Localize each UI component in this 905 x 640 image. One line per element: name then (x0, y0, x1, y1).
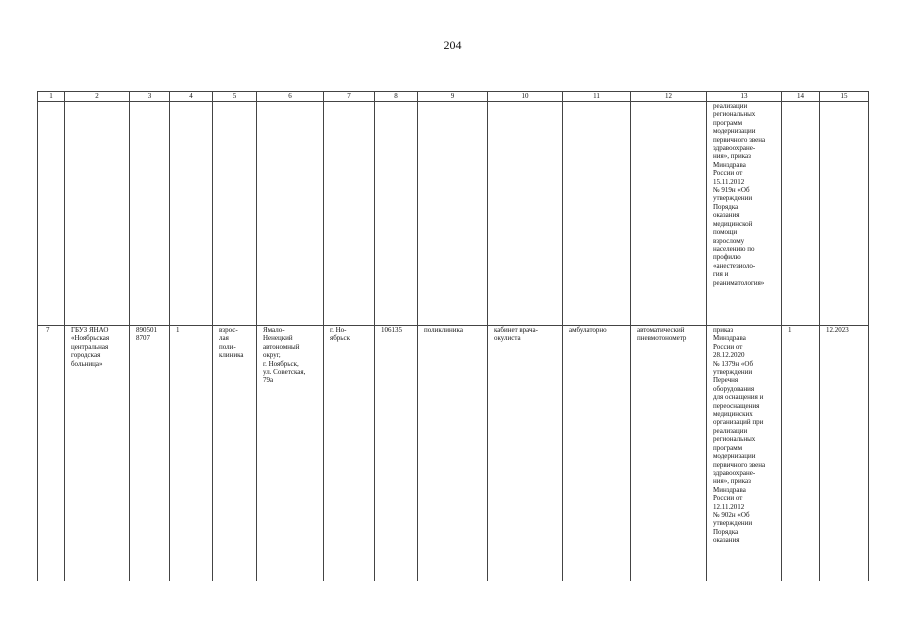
header-cell: 3 (130, 92, 170, 102)
header-cell: 10 (488, 92, 563, 102)
cabinet-cell: кабинет врача- окулиста (488, 326, 563, 581)
city-cell: г. Но- ябрьск (324, 326, 375, 581)
header-cell: 4 (170, 92, 213, 102)
address-cell: Ямало- Ненецкий автономный округ, г. Ноябрьск, ул. Советская, 79а (257, 326, 324, 581)
page-number: 204 (443, 38, 462, 52)
header-cell: 1 (38, 92, 65, 102)
header-cell: 9 (418, 92, 488, 102)
table-cell (257, 102, 324, 326)
table-cell (631, 102, 707, 326)
table-cell (65, 102, 130, 326)
header-cell: 12 (631, 92, 707, 102)
header-cell: 2 (65, 92, 130, 102)
header-row (38, 92, 869, 102)
table-cell (782, 102, 820, 326)
equipment-cell: автоматический пневмотонометр (631, 326, 707, 581)
table-cell (563, 102, 631, 326)
organization-cell: ГБУЗ ЯНАО «Ноябрьская центральная городская больница» (65, 326, 130, 581)
division-cell: поликлиника (418, 326, 488, 581)
facility-type-cell: взрос- лая поли- клиника (213, 326, 257, 581)
legal-basis-cell: реализации региональных программ модернизации первичного звена здравоохране- ния», приказ Минздрава России от 15.11.2012 № 919н «Об утверждении Порядка оказания медицинской помощи взрослому населению по профилю «анестезиоло- гия и реаниматология» (707, 102, 782, 326)
table-cell (488, 102, 563, 326)
table-row (38, 102, 869, 326)
header-cell: 6 (257, 92, 324, 102)
table-cell (324, 102, 375, 326)
row-number-cell: 7 (38, 326, 65, 581)
table-cell: 1 (170, 326, 213, 581)
table-cell (170, 102, 213, 326)
date-cell: 12.2023 (820, 326, 869, 581)
header-cell: 14 (782, 92, 820, 102)
table-cell (130, 102, 170, 326)
table-row (38, 326, 869, 581)
quantity-cell: 1 (782, 326, 820, 581)
header-cell: 7 (324, 92, 375, 102)
table-cell (418, 102, 488, 326)
header-cell: 5 (213, 92, 257, 102)
table-cell (38, 102, 65, 326)
legal-basis-cell: приказ Минздрава России от 28.12.2020 № 1379н «Об утверждении Перечня оборудования для оснащения и переоснащения медицинских организаций при реализации региональных программ модернизации первичного звена здравоохране- ния», приказ Минздрава России от 12.11.2012 № 902н «Об утверждении Порядка оказания (707, 326, 782, 581)
header-cell: 8 (375, 92, 418, 102)
inn-cell: 890501 8707 (130, 326, 170, 581)
table-cell (375, 102, 418, 326)
equipment-table (37, 91, 869, 581)
header-cell: 15 (820, 92, 869, 102)
table-cell (820, 102, 869, 326)
table-cell (213, 102, 257, 326)
care-condition-cell: амбулаторно (563, 326, 631, 581)
header-cell: 13 (707, 92, 782, 102)
code-cell: 106135 (375, 326, 418, 581)
header-cell: 11 (563, 92, 631, 102)
